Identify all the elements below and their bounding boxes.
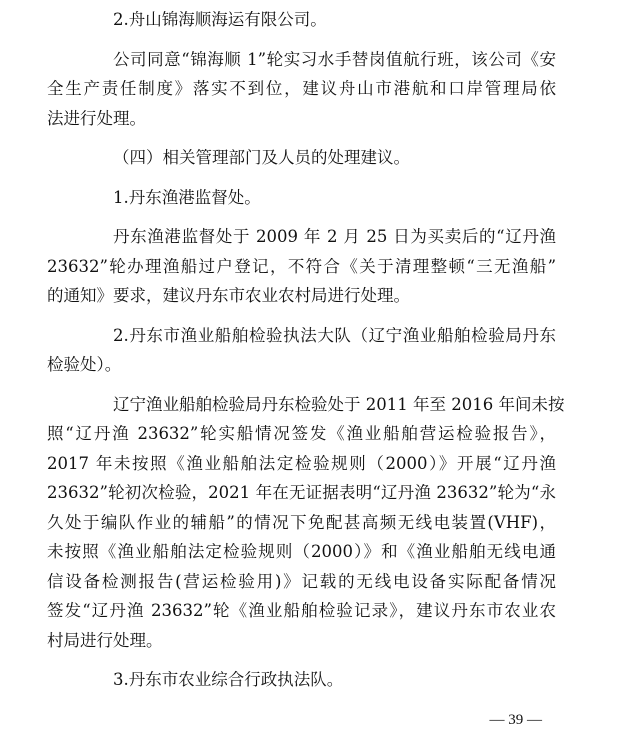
text-line: 村局进行处理。 <box>47 630 163 650</box>
paragraph-p4 <box>80 183 556 213</box>
text-line: 辽宁渔业船舶检验局丹东检验处于 2011 年至 2016 年间未按 <box>113 394 565 414</box>
text-line: 公司同意“锦海顺 1”轮实习水手替岗值航行班，该公司《安 <box>113 49 556 69</box>
text-line: 照“辽丹渔 23632”轮实船情况签发《渔业船舶营运检验报告》， <box>47 424 556 443</box>
text-line: 法进行处理。 <box>47 108 146 128</box>
text-line: 2017 年未按照《渔业船舶法定检验规则（2000）》开展“辽丹渔 <box>47 453 556 473</box>
text-line: 全生产责任制度》落实不到位，建议舟山市港航和口岸管理局依 <box>47 79 556 98</box>
text-line: 2.舟山锦海顺海运有限公司。 <box>113 10 327 29</box>
text-line: 未按照《渔业船舶法定检验规则（2000）》和《渔业船舶无线电通 <box>47 542 556 561</box>
text-line: 丹东渔港监督处于 2009 年 2 月 25 日为买卖后的“辽丹渔 <box>113 227 556 246</box>
text-line: 的通知》要求，建议丹东市农业农村局进行处理。 <box>47 286 410 305</box>
page-number: — 39 — <box>489 712 542 728</box>
text-line: （四）相关管理部门及人员的处理建议。 <box>113 148 410 167</box>
text-line: 1.丹东渔港监督处。 <box>113 187 261 207</box>
text-line: 信设备检测报告(营运检验用)》记载的无线电设备实际配备情况 <box>47 571 556 591</box>
text-line: 久处于编队作业的辅船”的情况下免配甚高频无线电装置(VHF)， <box>47 512 556 532</box>
paragraph-p7 <box>47 390 565 656</box>
paragraph-p2 <box>47 45 556 134</box>
paragraph-p8 <box>80 665 556 695</box>
paragraph-p1 <box>80 5 556 35</box>
paragraph-p3 <box>80 143 556 173</box>
text-line: 2.丹东市渔业船舶检验执法大队（辽宁渔业船舶检验局丹东 <box>113 325 556 345</box>
text-line: 3.丹东市农业综合行政执法队。 <box>113 670 344 689</box>
paragraph-p6 <box>47 321 556 380</box>
text-line: 23632”轮办理渔船过户登记，不符合《关于清理整顿“三无渔船” <box>47 256 556 276</box>
text-line: 检验处）。 <box>47 355 122 374</box>
text-line: 签发“辽丹渔 23632”轮《渔业船舶检验记录》，建议丹东市农业农 <box>47 601 556 620</box>
text-line: 23632”轮初次检验，2021 年在无证据表明“辽丹渔 23632”轮为“永 <box>47 483 556 502</box>
paragraph-p5 <box>47 222 556 311</box>
